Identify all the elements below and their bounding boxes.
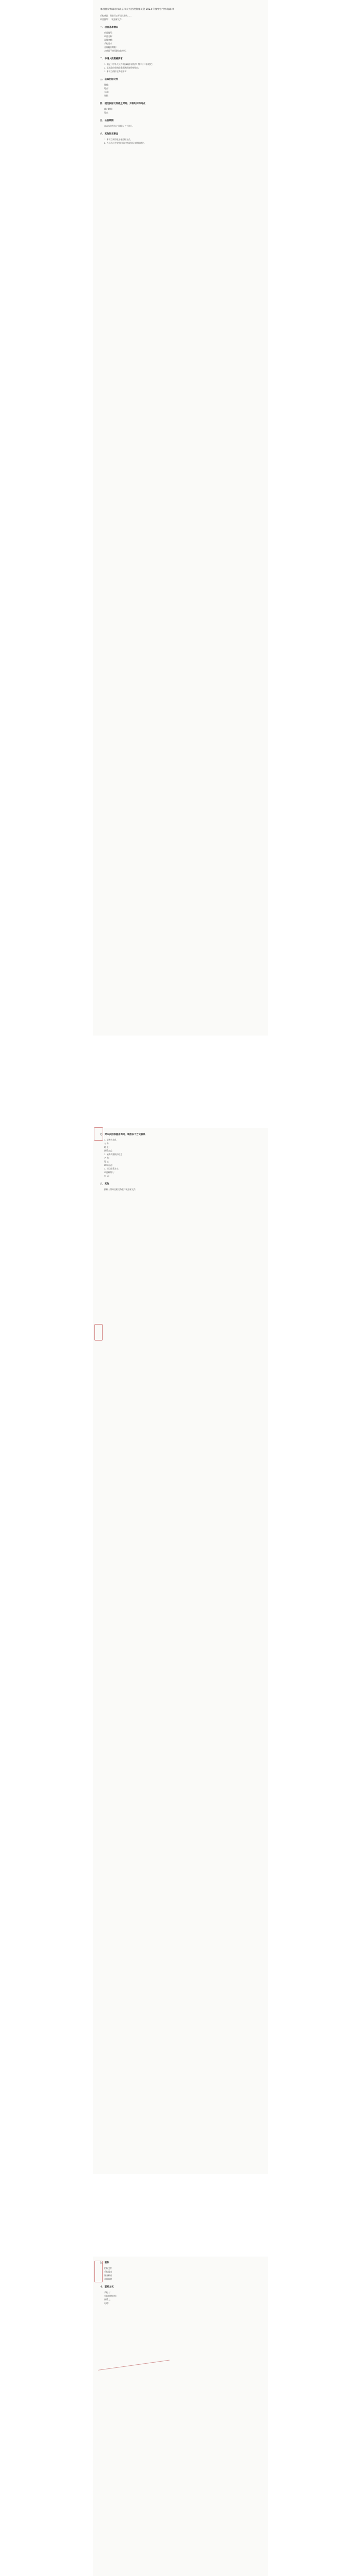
section-line: 合同履行期限： [104,46,118,48]
section-line: 项目编号： [104,31,114,34]
document-subtitle: 采购项目，现进行公开招标采购…… [100,14,132,17]
section-line: 招标文件 [104,2267,112,2269]
section-line: 联系人： [104,2298,112,2301]
section-heading: 十、联系方式 [100,2286,114,2289]
section-line: 地点： [104,111,110,114]
scanned-page-2 [93,1128,268,2174]
section-line: 方式： [104,91,110,93]
section-heading: 五、公告期限 [100,120,114,122]
section-heading: 九、附件 [100,2262,109,2264]
scanned-page-1 [93,0,268,1036]
page-2-sections [93,1132,268,1191]
section-heading: 三、获取招标文件 [100,78,119,81]
section-line: 1. 满足《中华人民共和国政府采购法》第二十二条规定； [104,63,154,65]
section-line: 地 址： [104,1146,111,1148]
section-line: 自本公告发布之日起 5 个工作日。 [104,125,134,127]
scanned-page-3 [93,2257,268,2576]
annotation-mark [94,2261,103,2282]
section-line: 采购需求 [104,2270,112,2273]
section-line: 预算金额： [104,39,114,41]
page-1-sections [93,25,268,145]
section-line: 电话： [104,2302,110,2304]
annotation-mark [94,1127,103,1141]
section-line: 电 话： [104,1175,111,1177]
annotation-mark [94,1324,103,1341]
section-heading: 七、对本次招标提出询问，请按以下方式联系 [100,1133,145,1136]
section-line: 售价： [104,94,110,97]
section-line: 2. 落实政府采购政策需满足的资格要求； [104,66,140,69]
section-heading: 四、提交投标文件截止时间、开标时间和地点 [100,103,145,105]
section-line: 采购代理机构： [104,2295,118,2297]
section-line: 项目名称： [104,35,114,38]
section-line: 名 称： [104,1157,111,1159]
section-line: 1. 采购人信息 [104,1139,117,1141]
section-heading: 二、申请人的资格要求 [100,58,123,60]
section-line: 合同条款 [104,2278,112,2280]
section-line: 评分标准 [104,2274,112,2277]
section-line: 联系方式： [104,1164,114,1166]
section-line: 3. 本项目的特定资格要求： [104,70,128,73]
section-line: 项目联系人： [104,1171,116,1174]
section-heading: 八、其他 [100,1183,109,1185]
section-line: 3. 项目联系方式 [104,1167,119,1170]
section-line: 2. 采购代理机构信息 [104,1153,123,1156]
section-line: 地点： [104,87,110,90]
section-line: 采购需求： [104,42,114,45]
section-line: 截止时间： [104,108,114,110]
section-line: 1. 本项目采用电子化招标方式。 [104,138,133,141]
section-heading: 六、其他补充事宜 [100,133,119,135]
section-line: 2. 投标人应在规定时间内完成投标文件的递交。 [104,142,146,144]
section-line: 采购人： [104,2291,112,2294]
section-line: 联系方式： [104,1149,114,1152]
section-line: 投标人须知及相关条款详见招标文件。 [104,1188,138,1191]
page-3-sections [93,2261,268,2305]
document-title: 本项目采购需求书北京市大兴区教育委员会 2023 年度中小学体育器材 [100,8,174,11]
section-line: 名 称： [104,1142,111,1145]
project-number: 项目编号：（见招标文件） [100,18,124,21]
section-line: 地 址： [104,1160,111,1163]
section-line: 时间： [104,83,110,86]
section-heading: 一、项目基本情况 [100,26,119,29]
section-line: 本项目不接受联合体投标。 [104,49,128,52]
